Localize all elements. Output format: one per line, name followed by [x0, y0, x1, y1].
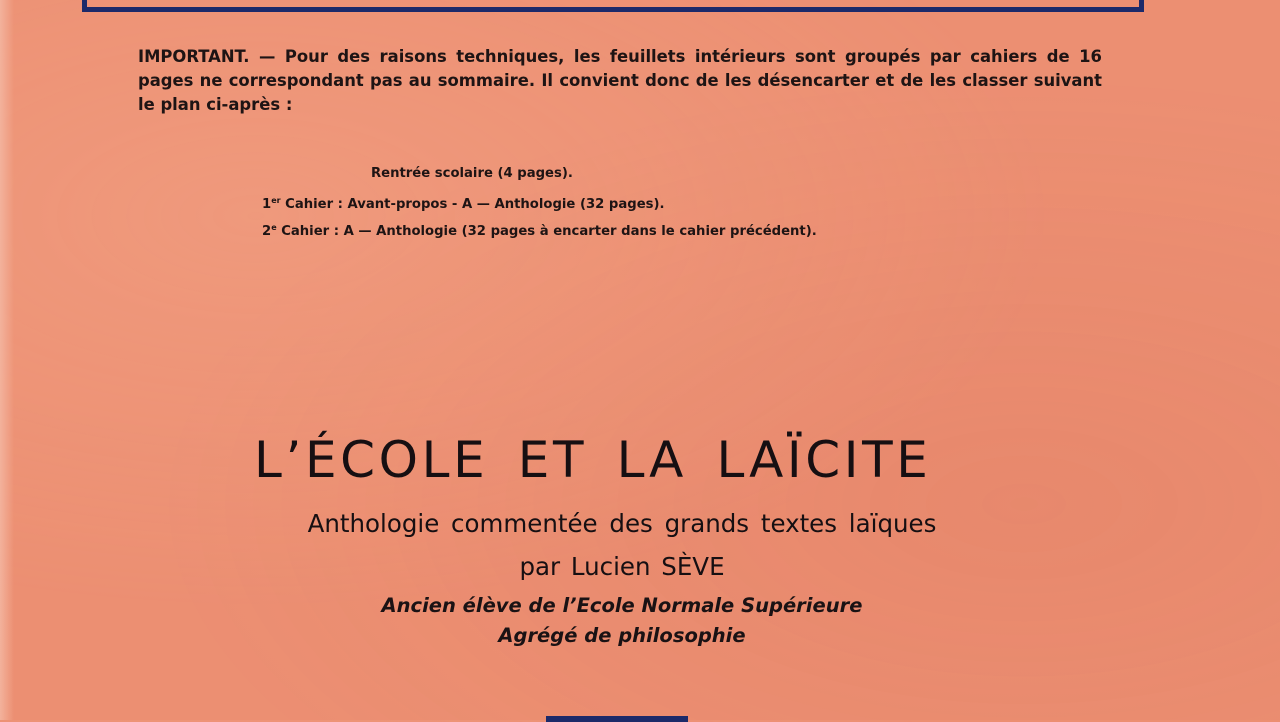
book-subtitle: Anthologie commentée des grands textes laïques	[307, 509, 937, 538]
plan-line-rentree: Rentrée scolaire (4 pages).	[371, 166, 573, 181]
important-lead: IMPORTANT. —	[138, 47, 276, 66]
author-credential-ens: Ancien élève de l’Ecole Normale Supérieure	[381, 594, 863, 617]
bottom-frame-mark	[546, 716, 688, 722]
book-title: L’ÉCOLE ET LA LAÏCITE	[254, 431, 932, 489]
plan-line-cahier-1: 1er Cahier : Avant-propos - A — Anthologie (32 pages).	[262, 196, 665, 212]
top-border-frame	[82, 0, 1144, 12]
important-notice	[138, 45, 1102, 117]
plan-line-cahier-2: 2e Cahier : A — Anthologie (32 pages à encarter dans le cahier précédent).	[262, 223, 817, 239]
important-text: Pour des raisons techniques, les feuillets intérieurs sont groupés par cahiers de 16 pages ne correspondant pas au sommaire. Il convient donc de les désencarter et de les classer suivant le plan ci-après :	[138, 47, 1102, 114]
book-author: par Lucien SÈVE	[519, 552, 725, 581]
paper-edge	[0, 0, 14, 720]
author-credential-agrege: Agrégé de philosophie	[498, 624, 746, 647]
